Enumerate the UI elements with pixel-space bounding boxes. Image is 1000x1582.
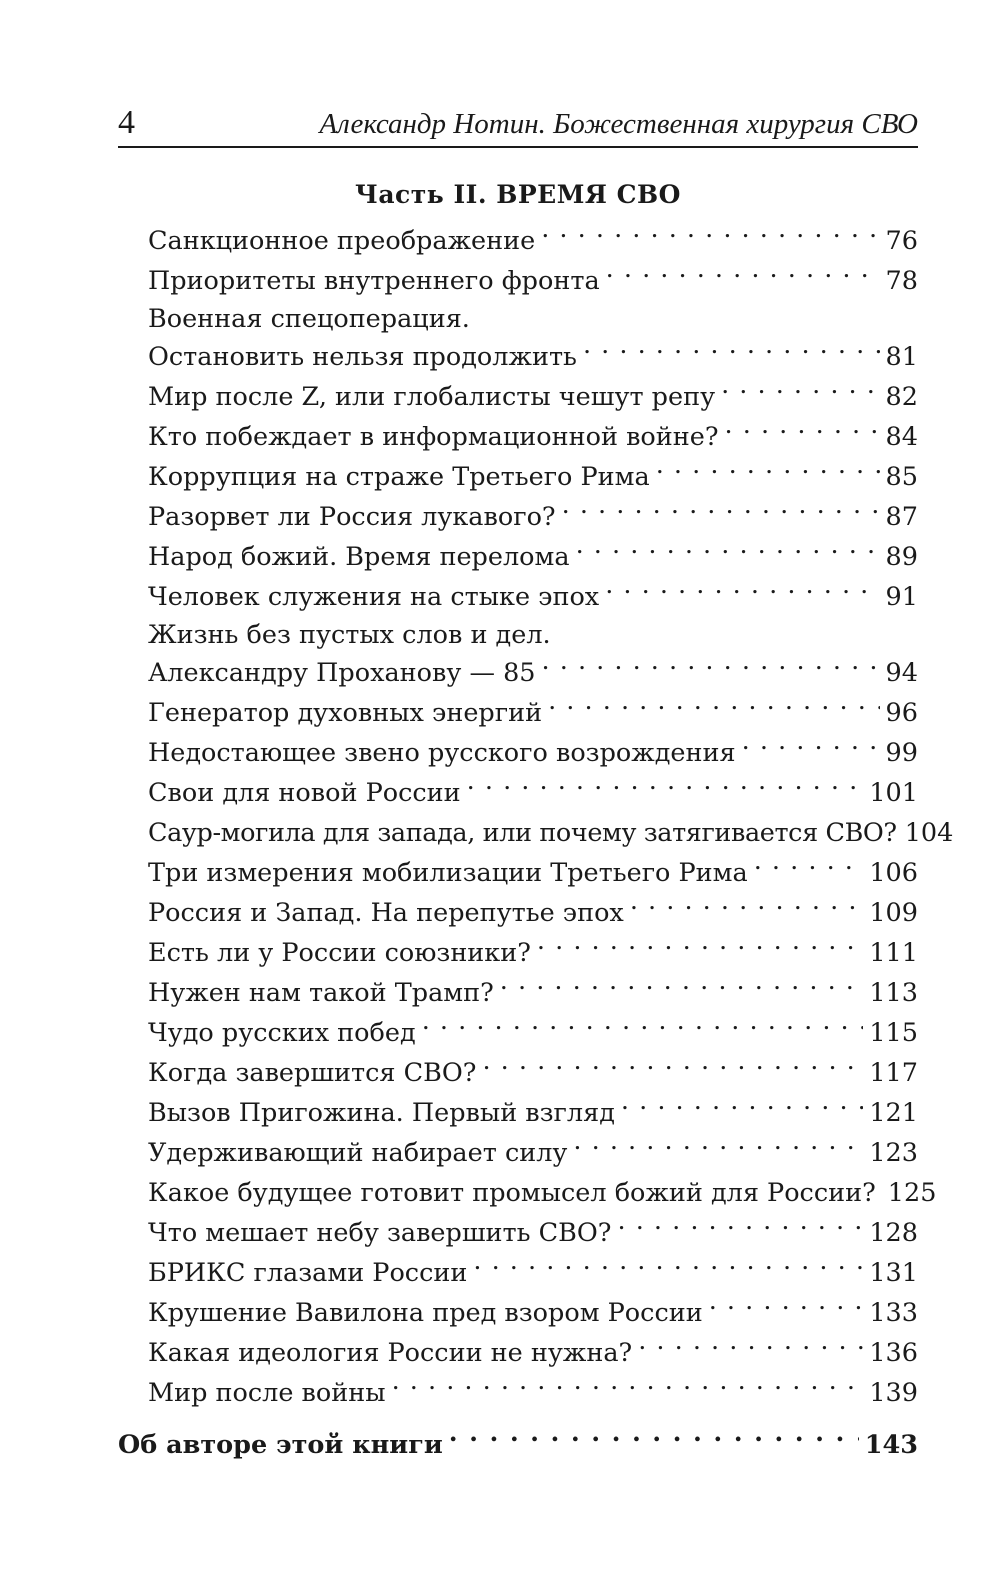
toc-entry-page: 131 <box>869 1258 918 1288</box>
toc-entry-page: 106 <box>869 858 918 888</box>
toc-entry-title: Есть ли у России союзники? <box>148 938 531 968</box>
toc-entry[interactable] <box>118 1253 918 1293</box>
toc-entry-page: 139 <box>869 1378 918 1408</box>
toc-entry-title: Разорвет ли Россия лукавого? <box>148 502 556 532</box>
toc-entry[interactable] <box>118 1053 918 1093</box>
toc-entry-line <box>148 261 918 301</box>
toc-entry-line <box>148 693 918 733</box>
toc-entry-title: Что мешает небу завершить СВО? <box>148 1218 612 1248</box>
toc-entry-page: 81 <box>885 342 918 372</box>
toc-entry-line <box>148 577 918 617</box>
toc-entry-line <box>148 813 954 853</box>
toc-entry[interactable] <box>118 733 918 773</box>
dot-leader <box>573 1136 863 1162</box>
dot-leader <box>473 1256 863 1282</box>
toc-entry-title: Крушение Вавилона пред взором России <box>148 1298 703 1328</box>
toc-entry-line <box>148 537 918 577</box>
toc-entry-page: 115 <box>869 1018 918 1048</box>
dot-leader <box>542 656 880 682</box>
toc-entry-line <box>148 1013 918 1053</box>
toc-entry[interactable] <box>118 577 918 617</box>
dot-leader <box>548 696 879 722</box>
dot-leader <box>630 896 864 922</box>
toc-entry-line <box>148 933 918 973</box>
toc-entry[interactable] <box>118 773 918 813</box>
toc-entry-title: Александру Проханову — 85 <box>148 658 536 688</box>
toc-entry[interactable] <box>118 377 918 417</box>
toc-entry-page: 109 <box>869 898 918 928</box>
toc-entry-title: Остановить нельзя продолжить <box>148 342 577 372</box>
toc-entry-page: 104 <box>904 818 954 848</box>
toc-entry-line <box>148 337 918 377</box>
toc-entry-line <box>148 1053 918 1093</box>
toc-entry-title: Недостающее звено русского возрождения <box>148 738 736 768</box>
about-author-entry[interactable] <box>118 1425 918 1465</box>
toc-entry-line <box>148 1333 918 1373</box>
dot-leader <box>467 776 864 802</box>
toc-entry[interactable] <box>118 1013 918 1053</box>
toc-entry-page: 111 <box>869 938 918 968</box>
toc-entry-page: 78 <box>885 266 918 296</box>
dot-leader <box>617 1216 863 1242</box>
toc-entry-page: 128 <box>869 1218 918 1248</box>
dot-leader <box>754 856 864 882</box>
toc-entry[interactable] <box>118 1173 937 1213</box>
toc-entry[interactable] <box>118 1093 918 1133</box>
dot-leader <box>721 380 879 406</box>
toc-entry-line <box>148 773 918 813</box>
toc-entry-line <box>148 1133 918 1173</box>
dot-leader <box>576 540 880 566</box>
toc-entry-page: 89 <box>885 542 918 572</box>
toc-entry-line <box>148 1173 937 1213</box>
toc-entry-page: 123 <box>869 1138 918 1168</box>
dot-leader <box>742 736 880 762</box>
toc-entry[interactable] <box>118 457 918 497</box>
toc-entry[interactable] <box>118 301 918 377</box>
dot-leader <box>725 420 880 446</box>
toc-entry-page: 121 <box>869 1098 918 1128</box>
toc-entry-line <box>148 853 918 893</box>
toc-entry-title: Мир после Z, или глобалисты чешут репу <box>148 382 716 412</box>
dot-leader <box>541 224 879 250</box>
toc-entry-title: Генератор духовных энергий <box>148 698 543 728</box>
toc-entry-line <box>148 221 918 261</box>
toc-entry-page: 133 <box>869 1298 918 1328</box>
toc-entry-title: Когда завершится СВО? <box>148 1058 477 1088</box>
toc-entry-title: Вызов Пригожина. Первый взгляд <box>148 1098 615 1128</box>
toc-entry-page: 117 <box>869 1058 918 1088</box>
toc-entry-title: Коррупция на страже Третьего Рима <box>148 462 650 492</box>
toc-entry-page: 136 <box>869 1338 918 1368</box>
toc-entry-title: Нужен нам такой Трамп? <box>148 978 494 1008</box>
dot-leader <box>537 936 863 962</box>
toc-entry-title: Санкционное преображение <box>148 226 536 256</box>
dot-leader <box>562 500 880 526</box>
toc-entry-title-line: Жизнь без пустых слов и дел. <box>148 620 551 650</box>
toc-entry[interactable] <box>118 973 918 1013</box>
toc-entry[interactable] <box>118 1213 918 1253</box>
toc-entry-line <box>148 457 918 497</box>
dot-leader <box>621 1096 863 1122</box>
toc-entry-line <box>148 1093 918 1133</box>
toc-entry-title: Приоритеты внутреннего фронта <box>148 266 600 296</box>
toc-entry[interactable] <box>118 1373 918 1413</box>
toc-entry-page: 99 <box>885 738 918 768</box>
toc-entry-line <box>148 1213 918 1253</box>
toc-entry-line <box>148 893 918 933</box>
toc-entry[interactable] <box>118 417 918 457</box>
toc-entry-title: БРИКС глазами России <box>148 1258 468 1288</box>
toc-entry-page: 76 <box>885 226 918 256</box>
toc-entry-title-line: Военная спецоперация. <box>148 304 470 334</box>
toc-entry[interactable] <box>118 933 918 973</box>
toc-entry-page: 96 <box>885 698 918 728</box>
toc-list <box>118 221 954 1413</box>
toc-entry-line <box>148 973 918 1013</box>
toc-entry-line <box>148 417 918 457</box>
dot-leader <box>709 1296 864 1322</box>
toc-entry-line <box>148 1373 918 1413</box>
toc-entry-page: 94 <box>885 658 918 688</box>
about-author-title: Об авторе этой книги <box>118 1430 443 1460</box>
toc-entry[interactable] <box>118 693 918 733</box>
toc-entry[interactable] <box>118 221 918 261</box>
dot-leader <box>422 1016 864 1042</box>
toc-entry[interactable] <box>118 893 918 933</box>
dot-leader <box>638 1336 863 1362</box>
toc-entry-title: Саур-могила для запада, или почему затягивается СВО? <box>148 818 897 848</box>
about-author-page: 143 <box>864 1430 918 1460</box>
toc-entry-title: Чудо русских побед <box>148 1018 416 1048</box>
toc-entry-title: Народ божий. Время перелома <box>148 542 570 572</box>
page-number: 4 <box>118 104 135 141</box>
toc-entry-title: Три измерения мобилизации Третьего Рима <box>148 858 748 888</box>
toc-entry-title: Свои для новой России <box>148 778 461 808</box>
toc-entry[interactable] <box>118 1133 918 1173</box>
dot-leader <box>500 976 864 1002</box>
toc-entry[interactable] <box>118 617 918 693</box>
toc-entry-page: 85 <box>885 462 918 492</box>
toc-entry-line <box>148 1253 918 1293</box>
toc-entry[interactable] <box>118 497 918 537</box>
running-title: Александр Нотин. Божественная хирургия СВО <box>319 108 918 140</box>
toc-entry-title: Удерживающий набирает силу <box>148 1138 568 1168</box>
running-head <box>118 100 918 148</box>
toc-entry-line <box>148 377 918 417</box>
dot-leader <box>482 1056 863 1082</box>
toc-entry-title: Кто побеждает в информационной войне? <box>148 422 719 452</box>
toc-entry-line <box>148 733 918 773</box>
toc-entry-title: Какая идеология России не нужна? <box>148 1338 633 1368</box>
toc-entry-line <box>148 1293 918 1333</box>
dot-leader <box>605 580 879 606</box>
toc-entry[interactable] <box>118 813 954 853</box>
toc-entry[interactable] <box>118 1333 918 1373</box>
toc-entry[interactable] <box>118 1293 918 1333</box>
toc-entry-title: Мир после войны <box>148 1378 386 1408</box>
dot-leader <box>392 1376 864 1402</box>
toc-entry-title: Россия и Запад. На перепутье эпох <box>148 898 624 928</box>
dot-leader <box>583 340 880 366</box>
toc-entry-line <box>148 497 918 537</box>
toc-entry-title: Какое будущее готовит промысел божий для России? <box>148 1178 876 1208</box>
toc-entry-page: 113 <box>869 978 918 1008</box>
toc-entry-title: Человек служения на стыке эпох <box>148 582 600 612</box>
toc-entry-line <box>148 653 918 693</box>
dot-leader <box>606 264 880 290</box>
toc-entry-page: 87 <box>885 502 918 532</box>
toc-entry-page: 125 <box>887 1178 937 1208</box>
toc-entry-page: 82 <box>885 382 918 412</box>
toc-entry-page: 101 <box>869 778 918 808</box>
dot-leader <box>449 1428 859 1454</box>
toc-entry-page: 91 <box>885 582 918 612</box>
toc-entry-page: 84 <box>885 422 918 452</box>
toc-page <box>118 100 954 1465</box>
toc-entry[interactable] <box>118 261 918 301</box>
toc-entry[interactable] <box>118 537 918 577</box>
part-heading: Часть II. ВРЕМЯ СВО <box>355 180 681 209</box>
dot-leader <box>656 460 880 486</box>
toc-entry[interactable] <box>118 853 918 893</box>
